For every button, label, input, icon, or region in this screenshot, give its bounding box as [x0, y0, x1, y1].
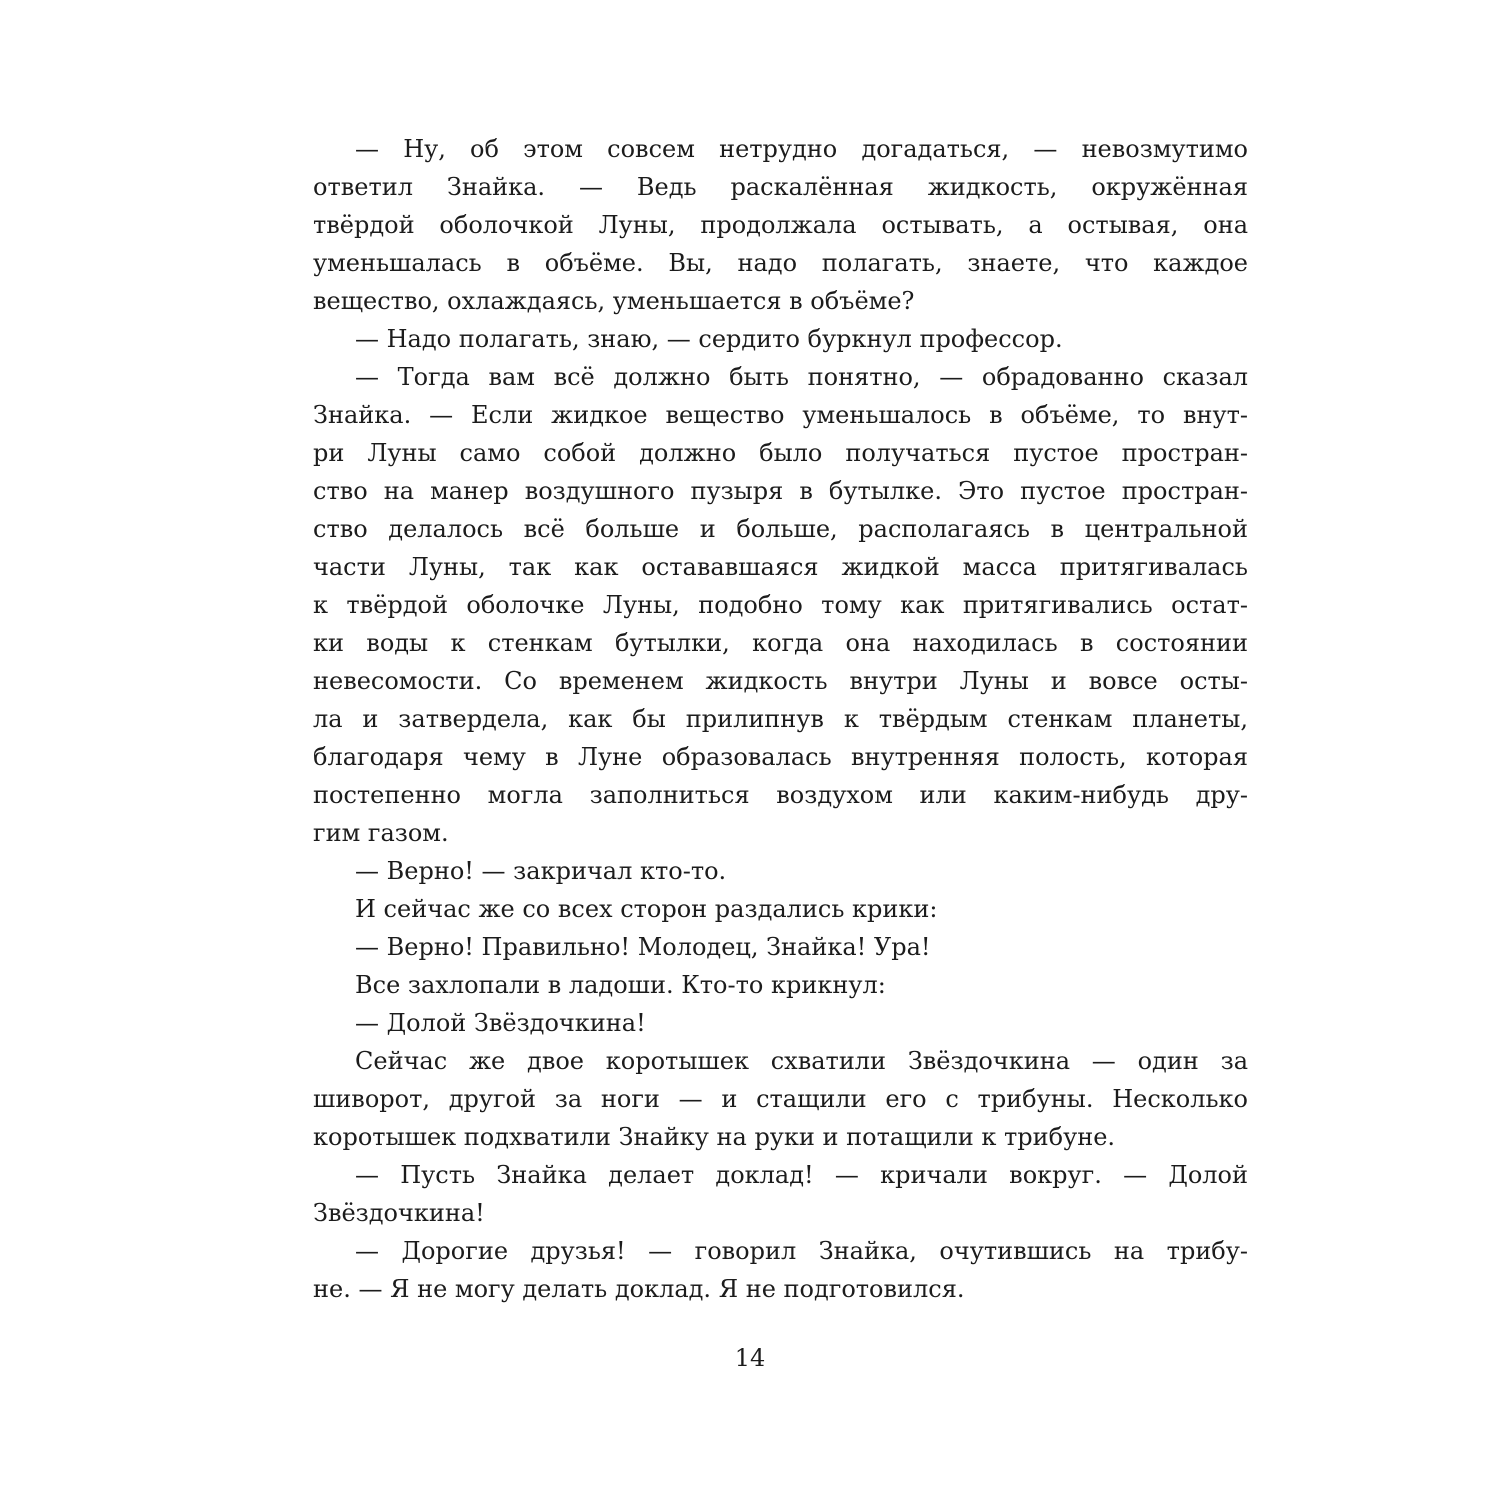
text-line: уменьшалась в объёме. Вы, надо полагать, знаете, что каждое [313, 249, 1248, 277]
text-line: — Пусть Знайка делает доклад! — кричали вокруг. — Долой [355, 1161, 1248, 1189]
text-line: коротышек подхватили Знайку на руки и потащили к трибуне. [313, 1123, 1116, 1151]
page-number: 14 [734, 1344, 766, 1372]
text-line: — Надо полагать, знаю, — сердито буркнул профессор. [355, 325, 1063, 353]
text-line: ство делалось всё больше и больше, располагаясь в центральной [313, 515, 1248, 543]
text-line: ответил Знайка. — Ведь раскалённая жидкость, окружённая [313, 173, 1248, 201]
text-line: постепенно могла заполниться воздухом или каким-нибудь дру- [313, 781, 1248, 809]
page-text [313, 130, 1248, 1308]
text-line: — Верно! Правильно! Молодец, Знайка! Ура! [355, 933, 931, 961]
text-line: Сейчас же двое коротышек схватили Звёздочкина — один за [355, 1047, 1248, 1075]
text-line: благодаря чему в Луне образовалась внутренняя полость, которая [313, 743, 1248, 771]
text-line: И сейчас же со всех сторон раздались крики: [355, 895, 938, 923]
text-line: — Ну, об этом совсем нетрудно догадаться, — невозмутимо [355, 135, 1248, 163]
text-line: гим газом. [313, 819, 449, 847]
text-line: Все захлопали в ладоши. Кто-то крикнул: [355, 971, 886, 999]
text-line: невесомости. Со временем жидкость внутри Луны и вовсе осты- [313, 667, 1248, 695]
text-line: ла и затвердела, как бы прилипнув к твёрдым стенкам планеты, [313, 705, 1248, 733]
text-line: ки воды к стенкам бутылки, когда она находилась в состоянии [313, 629, 1248, 657]
text-line: не. — Я не могу делать доклад. Я не подготовился. [313, 1275, 965, 1303]
text-line: вещество, охлаждаясь, уменьшается в объёме? [313, 287, 915, 315]
text-line: шиворот, другой за ноги — и стащили его с трибуны. Несколько [313, 1085, 1248, 1113]
text-line: — Тогда вам всё должно быть понятно, — обрадованно сказал [355, 363, 1248, 391]
text-line: — Долой Звёздочкина! [355, 1009, 646, 1037]
text-line: Знайка. — Если жидкое вещество уменьшалось в объёме, то внут- [313, 401, 1248, 429]
text-line: — Верно! — закричал кто-то. [355, 857, 727, 885]
text-line: твёрдой оболочкой Луны, продолжала остывать, а остывая, она [313, 211, 1248, 239]
text-line: к твёрдой оболочке Луны, подобно тому как притягивались остат- [313, 591, 1248, 619]
text-line: ство на манер воздушного пузыря в бутылке. Это пустое простран- [313, 477, 1248, 505]
text-line: Звёздочкина! [313, 1199, 485, 1227]
text-line: части Луны, так как остававшаяся жидкой масса притягивалась [313, 553, 1248, 581]
text-line: ри Луны само собой должно было получаться пустое простран- [313, 439, 1248, 467]
text-line: — Дорогие друзья! — говорил Знайка, очутившись на трибу- [355, 1237, 1248, 1265]
